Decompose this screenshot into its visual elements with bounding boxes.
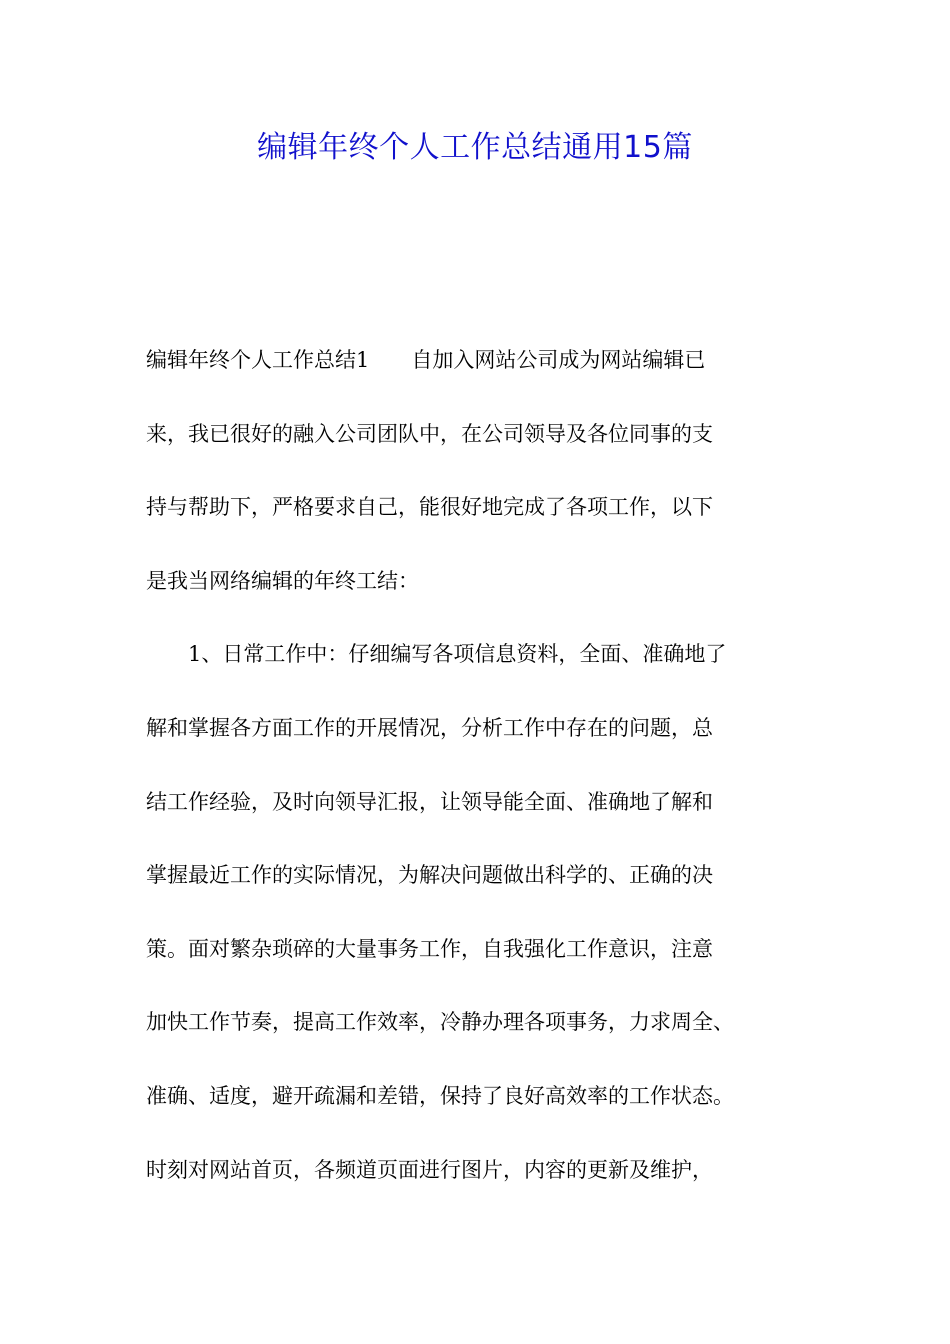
paragraph-line: 策。面对繁杂琐碎的大量事务工作，自我强化工作意识，注意	[146, 936, 713, 961]
paragraph-line: 掌握最近工作的实际情况，为解决问题做出科学的、正确的决	[146, 863, 713, 888]
paragraph-line: 是我当网络编辑的年终工结：	[146, 568, 419, 593]
paragraph-line: 加快工作节奏，提高工作效率，冷静办理各项事务，力求周全、	[146, 1010, 734, 1035]
paragraph-line: 结工作经验，及时向领导汇报，让领导能全面、准确地了解和	[146, 789, 713, 814]
paragraph-line: 准确、适度，避开疏漏和差错，保持了良好高效率的工作状态。	[146, 1083, 734, 1108]
paragraph-line: 持与帮助下，严格要求自己，能很好地完成了各项工作，以下	[146, 495, 713, 520]
document-title: 编辑年终个人工作总结通用15篇	[257, 130, 693, 165]
paragraph-line: 1、日常工作中：仔细编写各项信息资料，全面、准确地了	[146, 642, 727, 667]
paragraph-line: 时刻对网站首页，各频道页面进行图片，内容的更新及维护，	[146, 1157, 713, 1182]
paragraph-line: 来，我已很好的融入公司团队中，在公司领导及各位同事的支	[146, 421, 713, 446]
document-body	[146, 340, 826, 1223]
paragraph-line: 编辑年终个人工作总结1 自加入网站公司成为网站编辑已	[146, 348, 706, 372]
paragraph-line: 解和掌握各方面工作的开展情况，分析工作中存在的问题，总	[146, 715, 713, 740]
